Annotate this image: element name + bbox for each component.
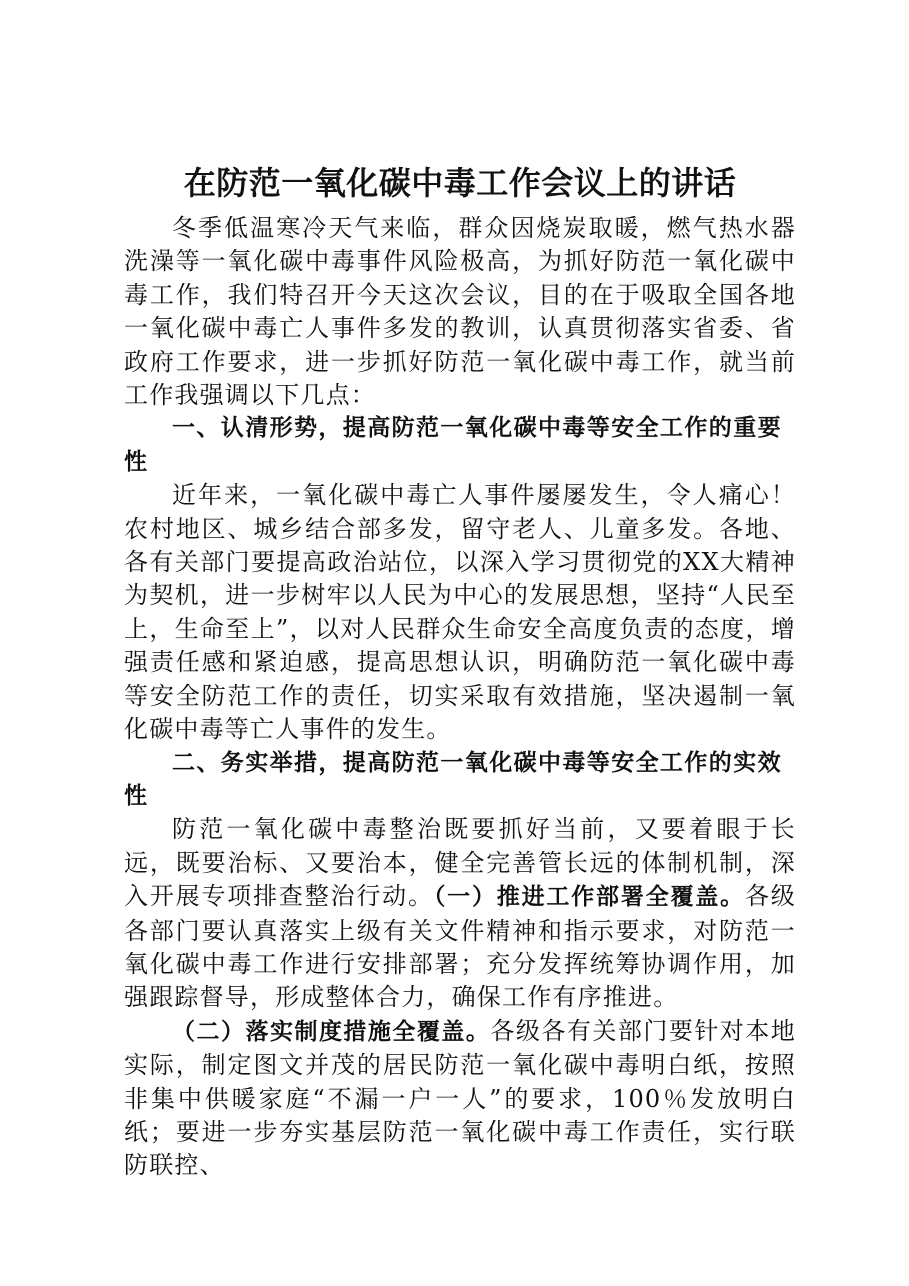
document-title: 在防范一氧化碳中毒工作会议上的讲话 (183, 164, 737, 202)
document-body (124, 160, 796, 1183)
section-2-paragraph (124, 813, 796, 1014)
section-2-heading: 二、务实举措，提高防范一氧化碳中毒等安全工作的实效性 (124, 749, 782, 809)
section-1-heading: 一、认清形势，提高防范一氧化碳中毒等安全工作的重要性 (124, 415, 782, 475)
item-1-text: 各级各部门要认真落实上级有关文件精神和指示要求，对防范一氧化碳中毒工作进行安排部署；充分发挥统筹协调作用，加强跟踪督导，形成整体合力，确保工作有序推进。 (124, 882, 796, 1012)
item-2-text: 各级各有关部门要针对本地实际，制定图文并茂的居民防范一氧化碳中毒明白纸，按照非集中供暖家庭“不漏一户一人”的要求，100％发放明白纸；要进一步夯实基层防范一氧化碳中毒工作责任，实行联防联控、 (124, 1016, 796, 1180)
intro-paragraph: 冬季低温寒冷天气来临，群众因烧炭取暖，燃气热水器洗澡等一氧化碳中毒事件风险极高，为抓好防范一氧化碳中毒工作，我们特召开今天这次会议，目的在于吸取全国各地一氧化碳中毒亡人事件多发的教训，认真贯彻落实省委、省政府工作要求，进一步抓好防范一氧化碳中毒工作，就当前工作我强调以下几点： (124, 214, 796, 410)
section-2-lead-text: 防范一氧化碳中毒整治既要抓好当前，又要着眼于长远，既要治标、又要治本，健全完善管长远的体制机制，深入开展专项排查整治行动。 (124, 815, 796, 911)
section-1-paragraph: 近年来，一氧化碳中毒亡人事件屡屡发生，令人痛心！农村地区、城乡结合部多发，留守老人、儿童多发。各地、各有关部门要提高政治站位，以深入学习贯彻党的XX大精神为契机，进一步树牢以人民为中心的发展思想，坚持“人民至上，生命至上”，以对人民群众生命安全高度负责的态度，增强责任感和紧迫感，提高思想认识，明确防范一氧化碳中毒等安全防范工作的责任，切实采取有效措施，坚决遏制一氧化碳中毒等亡人事件的发生。 (124, 481, 796, 744)
item-2-paragraph (124, 1015, 796, 1183)
item-2-heading: （二）落实制度措施全覆盖。 (172, 1018, 491, 1045)
item-1-heading: （一）推进工作部署全覆盖。 (433, 884, 745, 911)
